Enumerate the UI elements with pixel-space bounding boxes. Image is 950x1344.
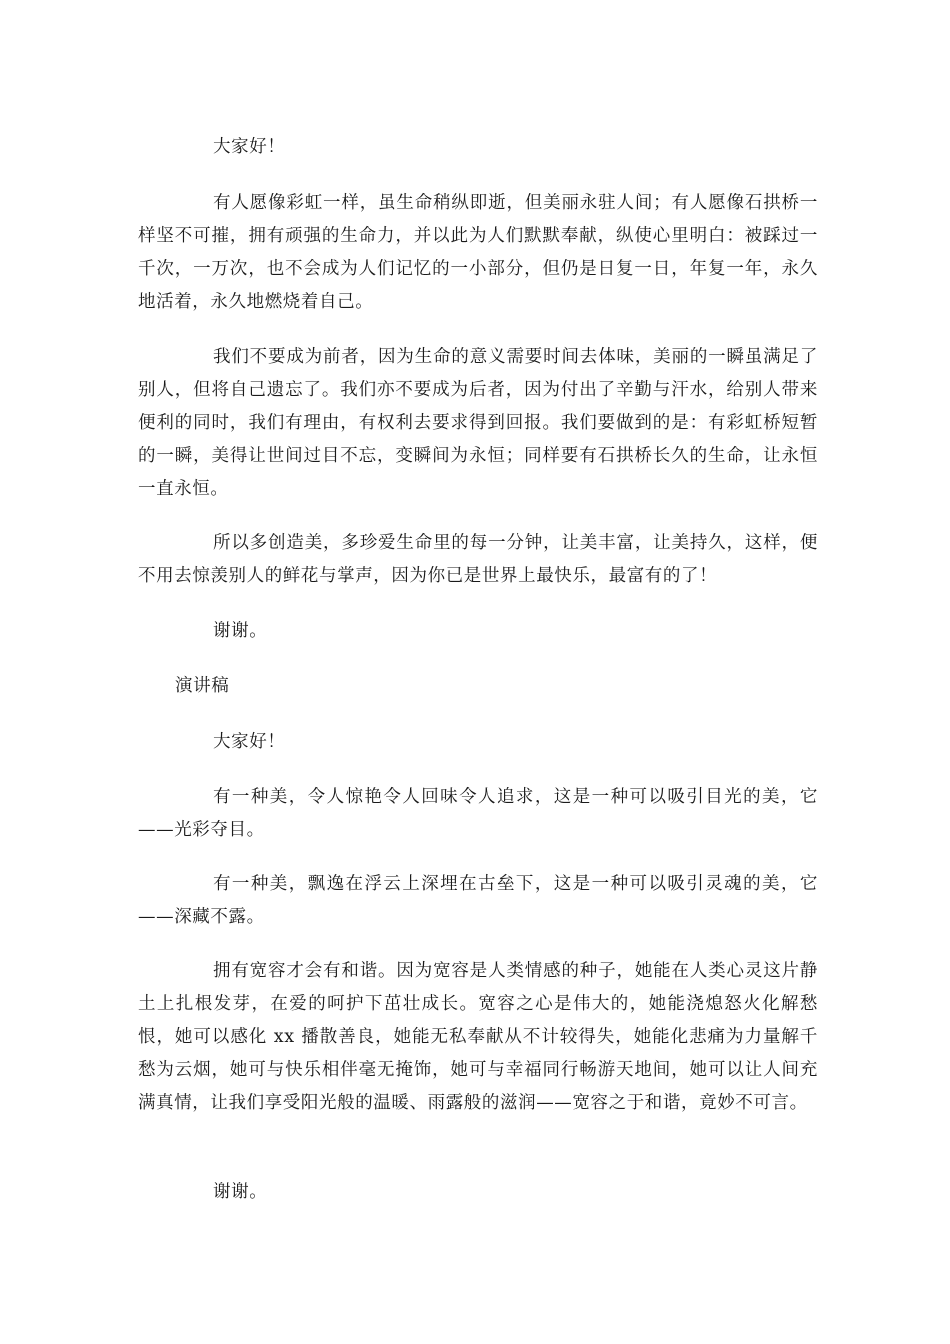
paragraph-1: 有人愿像彩虹一样，虽生命稍纵即逝，但美丽永驻人间；有人愿像石拱桥一样坚不可摧，拥有顽强的生命力，并以此为人们默默奉献，纵使心里明白：被踩过一千次，一万次，也不会成为人们记忆的一小部分，但仍是日复一日，年复一年，永久地活着，永久地燃烧着自己。	[138, 193, 818, 312]
section-title: 演讲稿	[175, 676, 230, 696]
paragraph-2: 我们不要成为前者，因为生命的意义需要时间去体味，美丽的一瞬虽满足了别人，但将自己遗忘了。我们亦不要成为后者，因为付出了辛勤与汗水，给别人带来便利的同时，我们有理由，有权利去要求得到回报。我们要做到的是：有彩虹桥短暂的一瞬，美得让世间过目不忘，变瞬间为永恒；同样要有石拱桥长久的生命，让永恒一直永恒。	[138, 347, 818, 499]
closing-1: 谢谢。	[213, 621, 268, 641]
greeting-2: 大家好！	[213, 732, 286, 752]
paragraph-4: 有一种美，令人惊艳令人回味令人追求，这是一种可以吸引目光的美，它——光彩夺目。	[138, 787, 818, 840]
paragraph-3: 所以多创造美，多珍爱生命里的每一分钟，让美丰富，让美持久，这样，便不用去惊羡别人的鲜花与掌声，因为你已是世界上最快乐，最富有的了！	[138, 533, 818, 586]
greeting-1: 大家好！	[213, 137, 286, 157]
paragraph-5: 有一种美，飘逸在浮云上深埋在古垒下，这是一种可以吸引灵魂的美，它——深藏不露。	[138, 874, 818, 927]
paragraph-6: 拥有宽容才会有和谐。因为宽容是人类情感的种子，她能在人类心灵这片静土上扎根发芽，在爱的呵护下茁壮成长。宽容之心是伟大的，她能浇熄怒火化解愁恨，她可以感化 xx 播散善良，她能无私奉献从不计较得失，她能化悲痛为力量解千愁为云烟，她可与快乐相伴毫无掩饰，她可与幸福同行畅游天地间，她可以让人间充满真情，让我们享受阳光般的温暖、雨露般的滋润——宽容之于和谐，竟妙不可言。	[138, 961, 818, 1113]
closing-2: 谢谢。	[213, 1182, 268, 1202]
